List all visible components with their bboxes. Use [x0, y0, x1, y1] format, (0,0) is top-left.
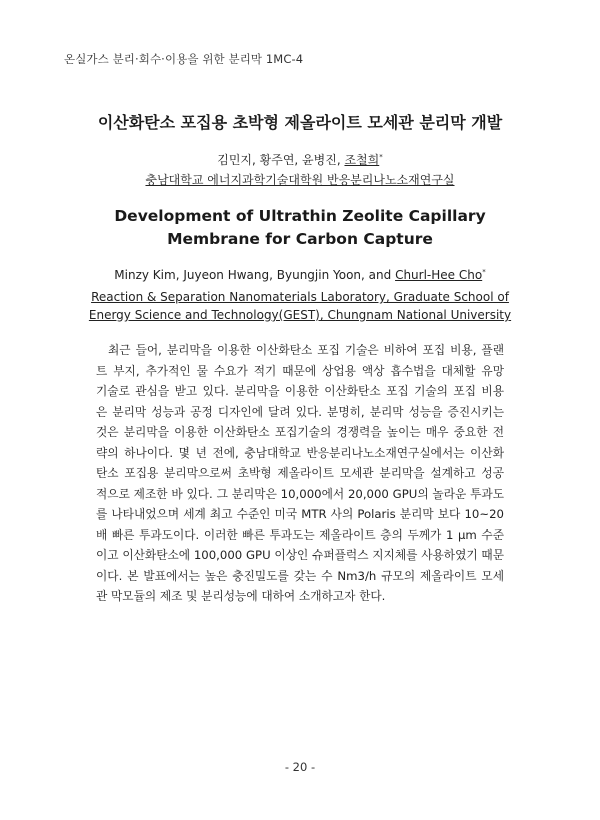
corresponding-mark-korean: * — [379, 153, 383, 161]
abstract-line: 트 부지, 추가적인 물 수요가 적기 때문에 상업용 액상 흡수법을 대체할 유망 — [96, 363, 504, 378]
abstract-line: 것은 분리막을 이용한 이산화탄소 포집기술의 경쟁력을 높이는 매우 중요한 전 — [96, 425, 504, 439]
corresponding-mark-english: * — [482, 268, 486, 276]
abstract-line: 탄소 포집용 분리막으로써 초박형 제올라이트 모세관 분리막을 설계하고 성공 — [96, 466, 504, 480]
abstract-line: 이고 이산화탄소에 100,000 GPU 이상인 슈퍼플럭스 지지체를 사용하였기 때문 — [96, 548, 504, 562]
abstract-line: 최근 들어, 분리막을 이용한 이산화탄소 포집 기술은 비하여 포집 비용, 플랜 — [108, 343, 504, 357]
corresponding-author-english: Churl-Hee Cho — [395, 268, 483, 282]
authors-korean — [0, 151, 600, 168]
page-number: - 20 - — [284, 760, 316, 774]
authors-korean-names: 김민지, 황주연, 윤병진, — [217, 153, 345, 167]
authors-english — [0, 268, 600, 282]
abstract-line: 기술로 관심을 받고 있다. 분리막을 이용한 이산화탄소 포집 기술의 포집 비용 — [96, 384, 504, 398]
title-english: Development of Ultrathin Zeolite Capillary Membrane for Carbon Capture — [114, 207, 486, 248]
abstract-line: 략의 하나이다. 몇 년 전에, 충남대학교 반응분리나노소재연구실에서는 이산화 — [96, 445, 504, 460]
abstract-line: 은 분리막 성능과 공정 디자인에 달려 있다. 분명히, 분리막 성능을 증진시키는 — [96, 404, 504, 419]
abstract-line: 를 나타내었으며 세계 최고 수준인 미국 MTR 사의 Polaris 분리막 보다 10~20 — [96, 507, 504, 521]
running-header: 온실가스 분리·회수·이용을 위한 분리막 1MC-4 — [64, 52, 304, 66]
title-korean: 이산화탄소 포집용 초박형 제올라이트 모세관 분리막 개발 — [97, 113, 503, 132]
abstract-body — [96, 340, 504, 607]
abstract-line: 이다. 본 발표에서는 높은 충진밀도를 갖는 수 Nm3/h 규모의 제올라이트 모세 — [96, 568, 504, 583]
affiliation-english: Reaction & Separation Nanomaterials Laboratory, Graduate School of Energy Science and Technology(GEST), Chungnam National University — [88, 290, 512, 322]
abstract-line: 배 빠른 투과도이다. 이러한 빠른 투과도는 제올라이트 층의 두께가 1 μm 수준 — [96, 527, 504, 542]
corresponding-author-korean: 조철희 — [344, 153, 380, 167]
abstract-line: 관 막모듈의 제조 및 분리성능에 대하여 소개하고자 한다. — [96, 589, 386, 603]
affiliation-korean: 충남대학교 에너지과학기술대학원 반응분리나노소재연구실 — [145, 173, 455, 187]
abstract-line: 적으로 제조한 바 있다. 그 분리막은 10,000에서 20,000 GPU의 놀라운 투과도 — [96, 486, 504, 501]
authors-english-names: Minzy Kim, Juyeon Hwang, Byungjin Yoon, and — [114, 268, 396, 282]
